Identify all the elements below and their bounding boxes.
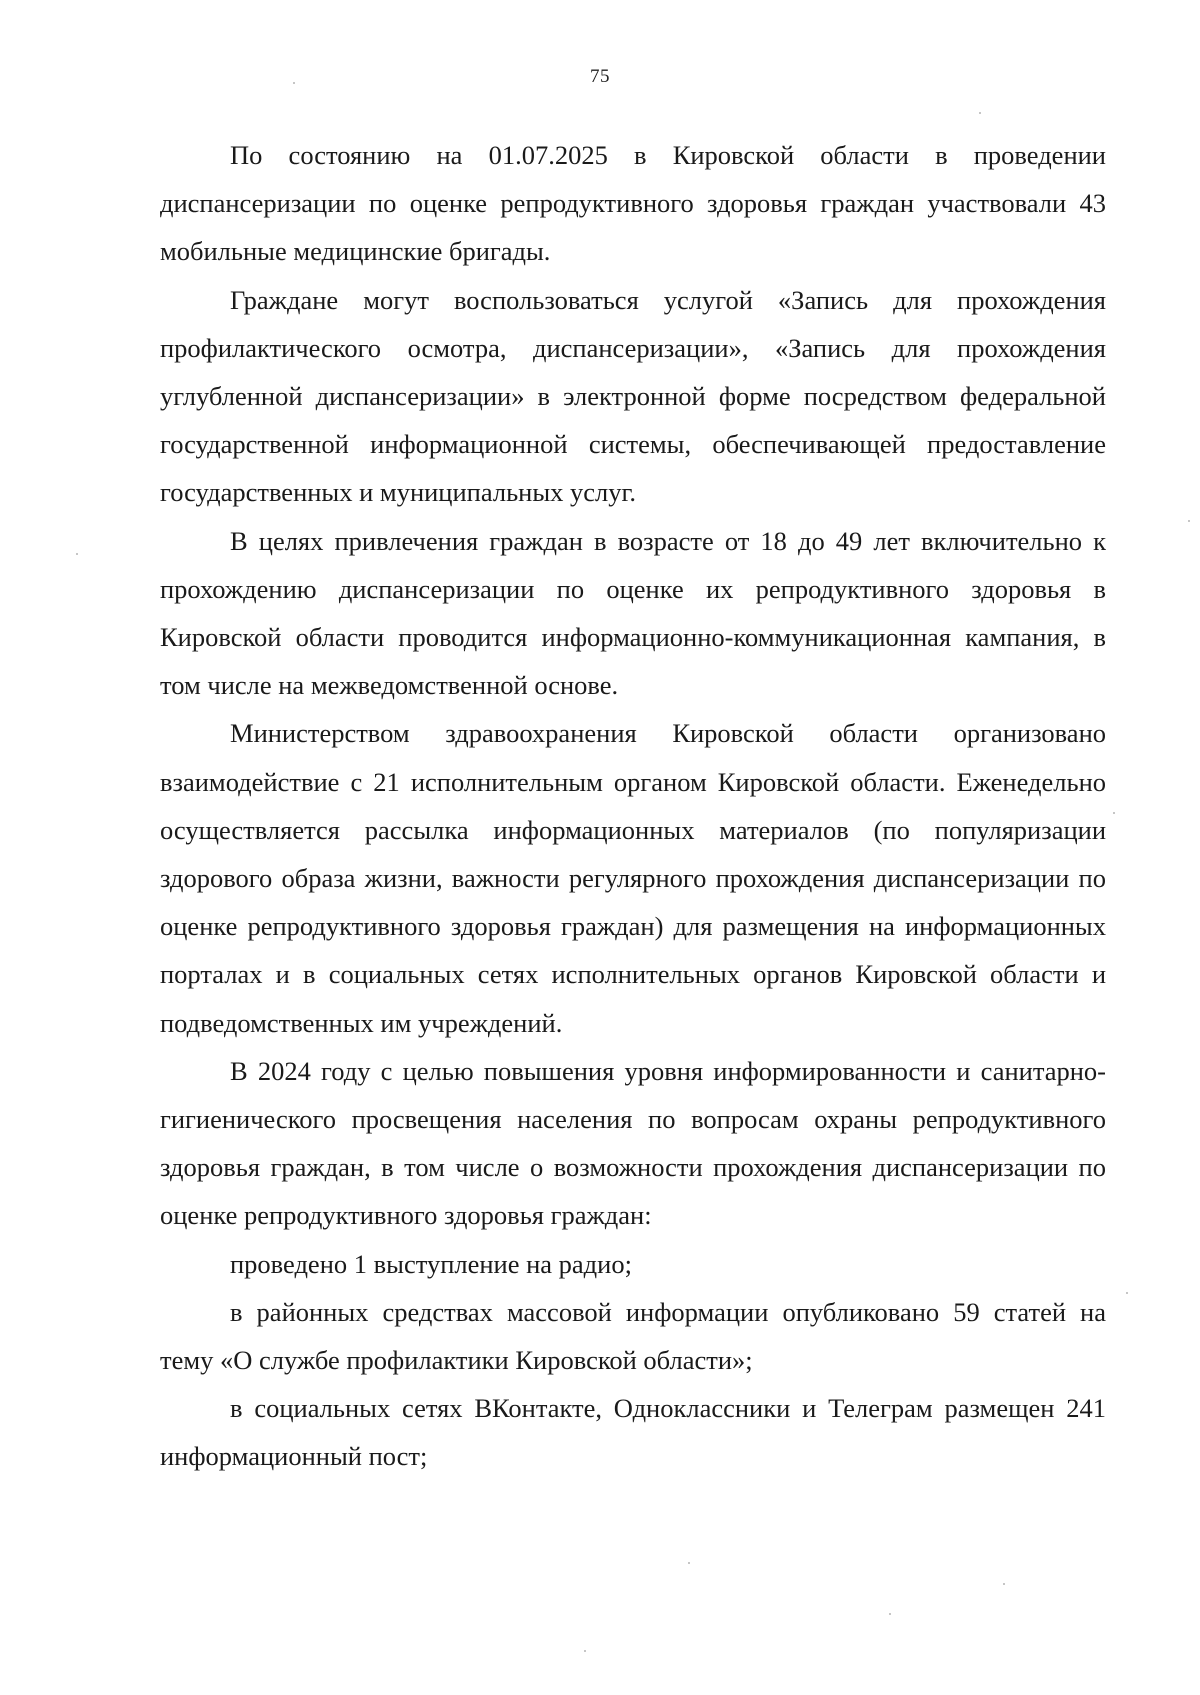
document-body	[160, 131, 1106, 1481]
paragraph-information-campaign: В целях привлечения граждан в возрасте от 18 до 49 лет включительно к прохождению диспансеризации по оценке их репродуктивного здоровья в Кировской области проводится информационно-коммуникационная кампания, в том числе на межведомственной основе.	[160, 525, 1106, 701]
scan-speck	[1126, 1292, 1128, 1294]
scan-speck	[584, 1650, 586, 1652]
paragraph-awareness-2024: В 2024 году с целью повышения уровня информированности и санитарно-гигиенического просвещения населения по вопросам охраны репродуктивного здоровья граждан, в том числе о возможности прохождения диспансеризации по оценке репродуктивного здоровья граждан:	[160, 1055, 1106, 1231]
scan-speck	[688, 1562, 690, 1564]
scan-speck	[1113, 812, 1115, 814]
paragraph-media-articles: в районных средствах массовой информации опубликовано 59 статей на тему «О службе профилактики Кировской области»;	[160, 1296, 1106, 1376]
paragraph-radio: проведено 1 выступление на радио;	[230, 1248, 632, 1279]
page-number: 75	[590, 66, 610, 87]
paragraph-interagency-cooperation: Министерством здравоохранения Кировской области организовано взаимодействие с 21 исполнительным органом Кировской области. Еженедельно осуществляется рассылка информационных материалов (по популяризации здорового образа жизни, важности регулярного прохождения диспансеризации по оценке репродуктивного здоровья граждан) для размещения на информационных порталах и в социальных сетях исполнительных органов Кировской области и подведомственных им учреждений.	[160, 718, 1106, 1038]
scan-speck	[979, 112, 981, 114]
scan-speck	[76, 553, 78, 555]
paragraph-social-posts: в социальных сетях ВКонтакте, Одноклассники и Телеграм размещен 241 информационный пост;	[160, 1393, 1106, 1472]
paragraph-online-services: Граждане могут воспользоваться услугой «Запись для прохождения профилактического осмотра, диспансеризации», «Запись для прохождения углубленной диспансеризации» в электронной форме посредством федеральной государственной информационной системы, обеспечивающей предоставление государственных и муниципальных услуг.	[160, 284, 1106, 508]
scan-speck	[1003, 1583, 1005, 1585]
scan-speck	[293, 82, 295, 84]
scan-speck	[1188, 520, 1190, 522]
paragraph-mobile-brigades: По состоянию на 01.07.2025 в Кировской области в проведении диспансеризации по оценке репродуктивного здоровья граждан участвовали 43 мобильные медицинские бригады.	[160, 140, 1106, 267]
scan-speck	[889, 1613, 891, 1615]
